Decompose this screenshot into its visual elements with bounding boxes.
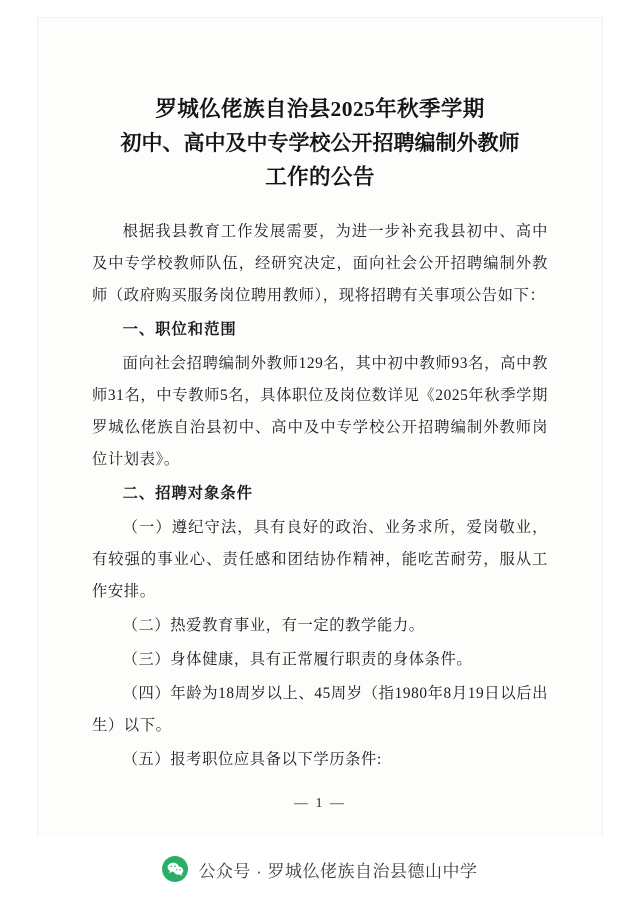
paragraph-condition-3: （三）身体健康，具有正常履行职责的身体条件。 — [122, 651, 473, 668]
footer-attribution — [0, 837, 640, 900]
document-body — [38, 18, 602, 776]
page-title — [92, 92, 548, 194]
document-sheet — [38, 18, 602, 838]
paragraph-positions: 面向社会招聘编制外教师129名，其中初中教师93名，高中教师31名，中专教师5名，具体职位及岗位数详见《2025年秋季学期罗城仫佬族自治县初中、高中及中专学校公开招聘编制外教师岗位计划表》。 — [92, 355, 548, 468]
paragraph-condition-2: （二）热爱教育事业，有一定的教学能力。 — [122, 617, 425, 634]
title-line-2: 初中、高中及中专学校公开招聘编制外教师 — [120, 131, 520, 155]
section-heading-2: 二、招聘对象条件 — [122, 485, 253, 502]
page-number: — 1 — — [294, 796, 346, 811]
section-heading-1: 一、职位和范围 — [122, 321, 237, 338]
title-line-1: 罗城仫佬族自治县2025年秋季学期 — [155, 97, 485, 121]
paragraph-condition-4: （四）年龄为18周岁以上、45周岁（指1980年8月19日以后出生）以下。 — [92, 685, 548, 734]
document-content — [92, 216, 548, 776]
footer-text: 公众号 · 罗城仫佬族自治县德山中学 — [198, 861, 478, 881]
paragraph-condition-5: （五）报考职位应具备以下学历条件: — [122, 751, 382, 768]
paragraph-intro: 根据我县教育工作发展需要，为进一步补充我县初中、高中及中专学校教师队伍，经研究决定，面向社会公开招聘编制外教师（政府购买服务岗位聘用教师），现将招聘有关事项公告如下： — [92, 223, 548, 304]
wechat-icon — [162, 856, 188, 882]
title-line-3: 工作的公告 — [265, 165, 375, 189]
paragraph-condition-1: （一）遵纪守法，具有良好的政治、业务求所，爱岗敬业，有较强的事业心、责任感和团结协作精神，能吃苦耐劳，服从工作安排。 — [92, 519, 548, 600]
